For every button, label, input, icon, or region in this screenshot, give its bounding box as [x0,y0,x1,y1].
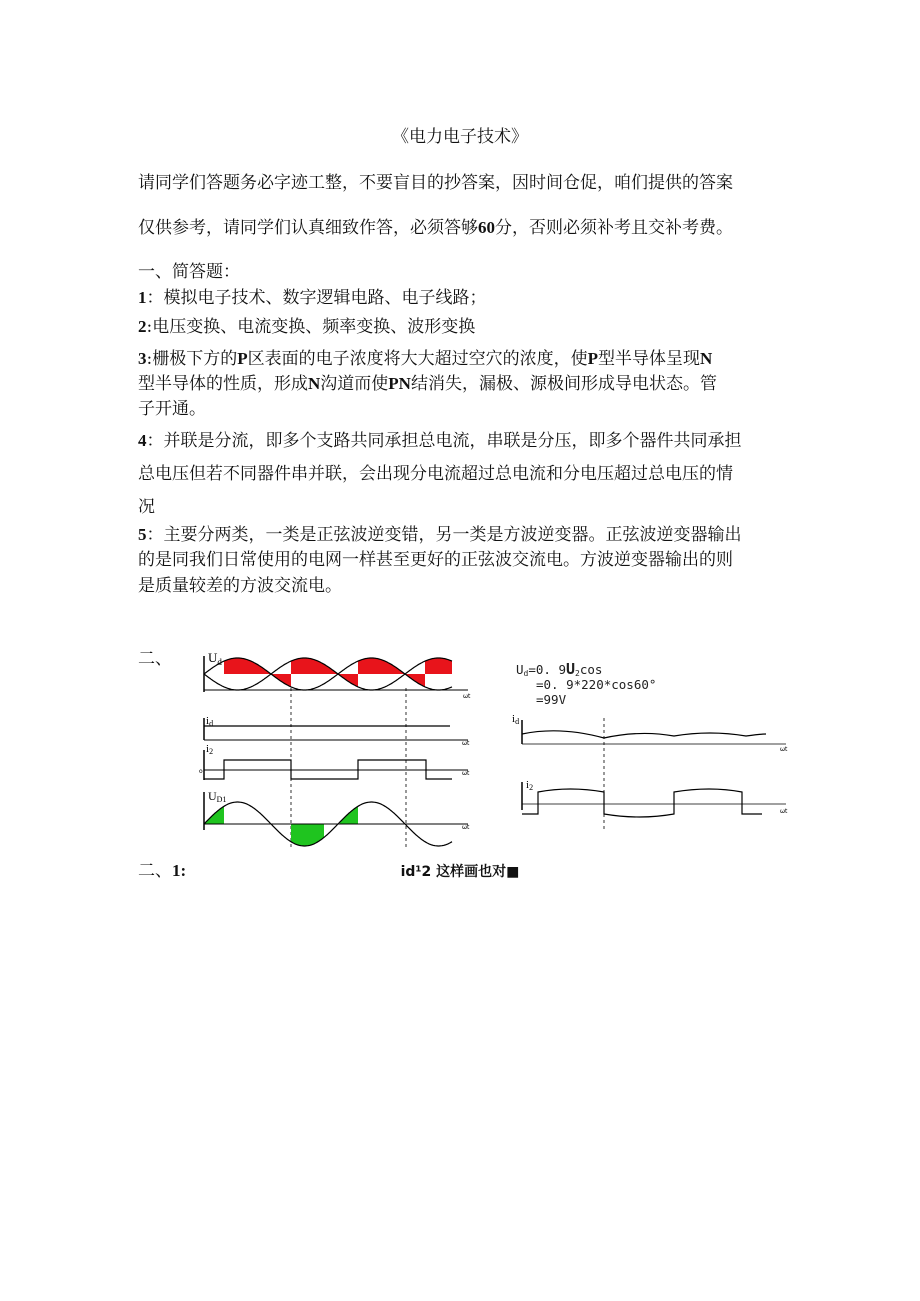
answer-5-line-3: 是质量较差的方波交流电。 [138,576,342,596]
right-i2-axis-label: ωt [780,808,788,815]
ud1-green-shaded-area [204,806,358,846]
answer-3-line-3: 子开通。 [138,399,206,419]
answer-5-line-1: 5：主要分两类，一类是正弦波逆变错，另一类是方波逆变器。正弦波逆变器输出 [138,525,742,545]
formula-line-3: =99V [536,692,567,707]
ud-waveform-panel [204,650,471,700]
waveform-diagram-right [510,660,800,850]
ud-label: $U_d$ [208,650,222,667]
right-i2-panel [522,779,788,817]
right-i2-square-wave [522,789,762,817]
section-2-item-1: 二、1: [138,861,187,881]
right-id-label: id [512,713,520,726]
id-axis-label: ωt [462,740,470,747]
answer-4-line-2: 总电压但若不同器件串并联，会出现分电流超过总电流和分电压超过总电压的情 [138,464,733,484]
i2-origin: o [199,768,203,775]
id-label: id [206,715,214,728]
answer-3-line-1: 3:栅极下方的P区表面的电子浓度将大大超过空穴的浓度，使P型半导体呈现N [138,349,713,369]
ud1-waveform-panel [204,789,470,846]
document-title: 《电力电子技术》 [392,127,528,147]
right-id-axis-label: ωt [780,746,788,753]
right-id-panel [512,713,788,753]
right-id-ripple [522,731,766,738]
i2-axis-label: ωt [462,770,470,777]
section-1-heading: 一、简答题： [138,262,240,282]
id-waveform-panel [204,715,470,747]
i2-label: i2 [206,743,214,756]
ud1-axis-label: ωt [462,824,470,831]
intro-line-2: 仅供参考，请同学们认真细致作答，必须答够60分，否则必须补考且交补考费。 [138,218,733,238]
answer-1: 1：模拟电子技术、数字逻辑电路、电子线路； [138,288,487,308]
i2-waveform-panel [199,743,470,780]
answer-4-line-3: 况 [138,497,155,517]
answer-2: 2:电压变换、电流变换、频率变换、波形变换 [138,317,476,337]
formula-block [516,660,656,707]
diagram-note: id¹2 这样画也对■ [400,864,520,880]
waveform-diagram-left [190,648,490,848]
ud-axis-label: ωt [463,693,471,700]
answer-3-line-2: 型半导体的性质，形成N沟道而使PN结消失，漏极、源极间形成导电状态。管 [138,374,717,394]
answer-4-line-1: 4：并联是分流，即多个支路共同承担总电流，串联是分压，即多个器件共同承担 [138,431,742,451]
right-i2-label: i2 [526,779,534,792]
ud1-label: UD1 [208,789,227,804]
formula-line-2: =0. 9*220*cos60° [536,677,657,692]
intro-line-1: 请同学们答题务必字迹工整，不要盲目的抄答案，因时间仓促，咱们提供的答案 [138,173,733,193]
answer-5-line-2: 的是同我们日常使用的电网一样甚至更好的正弦波交流电。方波逆变器输出的则 [138,550,733,570]
formula-line-1: Ud=0. 9U2cos [516,660,603,678]
section-2-heading: 二、 [138,649,172,669]
